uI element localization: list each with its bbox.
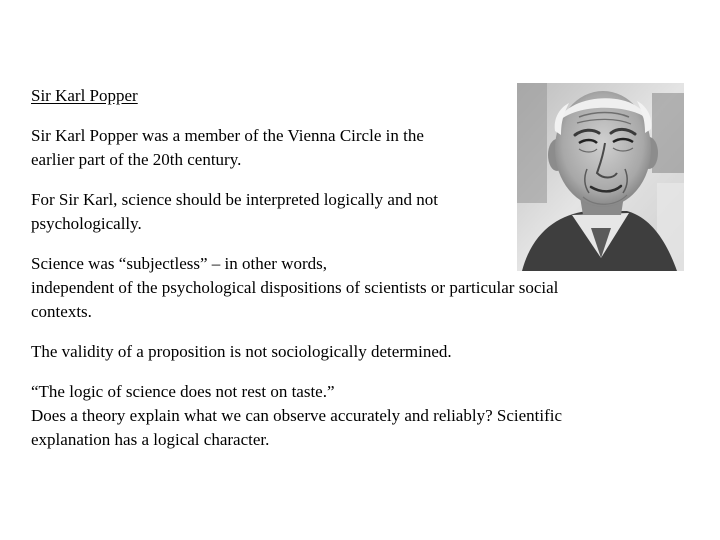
paragraph-subjectless-line-3: contexts. — [31, 302, 92, 321]
paragraph-taste-line-2: Does a theory explain what we can observe accurately and reliably? Scientific — [31, 406, 563, 425]
paragraph-subjectless-line-2: independent of the psychological dispositions of scientists or particular social — [31, 278, 559, 297]
paragraph-subjectless-line-1: Science was “subjectless” – in other words, — [31, 254, 327, 273]
paragraph-logic-line-2: psychologically. — [31, 214, 142, 233]
paragraph-validity: The validity of a proposition is not sociologically determined. — [31, 342, 452, 361]
portrait-photo — [517, 83, 684, 271]
paragraph-taste-line-3: explanation has a logical character. — [31, 430, 270, 449]
paragraph-taste-line-1: “The logic of science does not rest on taste.” — [31, 382, 335, 401]
portrait-illustration — [517, 83, 684, 271]
paragraph-vienna-line-2: earlier part of the 20th century. — [31, 150, 242, 169]
slide-title: Sir Karl Popper — [31, 86, 138, 105]
paragraph-vienna-line-1: Sir Karl Popper was a member of the Vienna Circle in the — [31, 126, 424, 145]
paragraph-logic-line-1: For Sir Karl, science should be interpreted logically and not — [31, 190, 438, 209]
